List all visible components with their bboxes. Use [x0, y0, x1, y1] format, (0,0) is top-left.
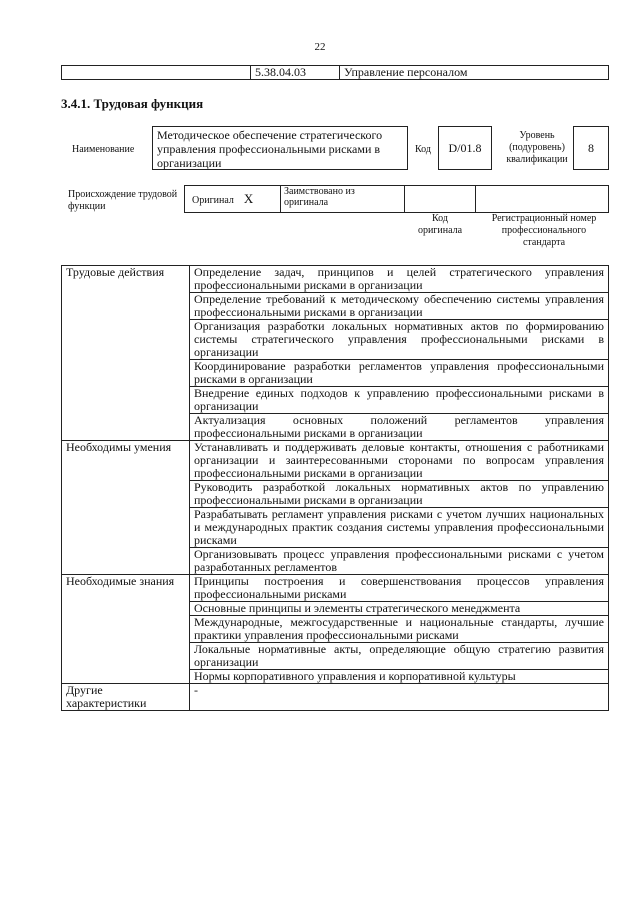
category-label: Необходимые знания — [62, 575, 190, 684]
reg-number-cell — [476, 186, 609, 213]
table-cell-item: Организовывать процесс управления профессиональными рисками с учетом разработанных регламентов — [190, 548, 609, 575]
table-row — [62, 575, 609, 602]
original-cell — [185, 186, 281, 213]
table-cell-item: Нормы корпоративного управления и корпоративной культуры — [190, 670, 609, 684]
section-title: 3.4.1. Трудовая функция — [61, 96, 204, 111]
table-cell-item: Координирование разработки регламентов управления профессиональными рисками в организации — [190, 360, 609, 387]
table-row — [62, 441, 609, 481]
original-label: Оригинал — [192, 195, 234, 206]
level-label: Уровень (подуровень) квалификации — [506, 130, 568, 165]
level-value: 8 — [573, 126, 609, 170]
category-label: Другие характеристики — [62, 684, 190, 711]
table-cell-item: Локальные нормативные акты, определяющие общую стратегию развития организации — [190, 643, 609, 670]
original-mark: X — [243, 191, 254, 206]
category-label: Трудовые действия — [62, 266, 190, 441]
table-cell-item: Принципы построения и совершенствования процессов управления профессиональными рисками — [190, 575, 609, 602]
origin-code-label: Код оригинала — [417, 213, 463, 236]
code-label: Код — [415, 144, 431, 155]
table-cell-item: Устанавливать и поддерживать деловые контакты, отношения с работниками организации и заинтересованными сторонами по вопросам управления профессиональными рисками в организации — [190, 441, 609, 481]
page-number: 22 — [314, 41, 326, 53]
origin-label: Происхождение трудовой функции — [68, 189, 178, 212]
table-cell-item: Руководить разработкой локальных нормативных актов по управлению профессиональными рисками в организации — [190, 481, 609, 508]
table-cell-item: Международные, межгосударственные и национальные стандарты, лучшие практики управления профессиональными рисками — [190, 616, 609, 643]
name-label: Наименование — [72, 144, 135, 155]
category-label: Необходимы умения — [62, 441, 190, 575]
table-cell-item: Разрабатывать регламент управления рисками с учетом лучших национальных и международных практик создания системы управления профессиональными рисками — [190, 508, 609, 548]
table-cell-item: Основные принципы и элементы стратегического менеджмента — [190, 602, 609, 616]
header-empty-cell — [62, 66, 251, 80]
borrowed-label: Заимствовано из оригинала — [281, 186, 405, 213]
function-details-table — [61, 265, 609, 711]
table-cell-item: Определение задач, принципов и целей стратегического управления профессиональными рисками в организации — [190, 266, 609, 293]
origin-table — [184, 185, 609, 213]
table-cell-item: - — [190, 684, 609, 711]
header-code-table — [61, 65, 609, 80]
table-row — [62, 266, 609, 293]
function-code: D/01.8 — [438, 126, 492, 170]
header-code: 5.38.04.03 — [251, 66, 340, 80]
table-cell-item: Актуализация основных положений регламентов управления профессиональными рисками в организации — [190, 414, 609, 441]
header-title: Управление персоналом — [340, 66, 609, 80]
table-cell-item: Организация разработки локальных нормативных актов по формированию системы стратегического управления профессиональными рисками в организации — [190, 320, 609, 360]
reg-number-label: Регистрационный номер профессионального стандарта — [491, 213, 597, 248]
function-name: Методическое обеспечение стратегического управления профессиональными рисками в организации — [152, 126, 408, 170]
table-cell-item: Определение требований к методическому обеспечению системы управления профессиональными рисками в организации — [190, 293, 609, 320]
table-cell-item: Внедрение единых подходов к управлению профессиональными рисками в организации — [190, 387, 609, 414]
table-row — [62, 684, 609, 711]
origin-code-cell — [405, 186, 476, 213]
